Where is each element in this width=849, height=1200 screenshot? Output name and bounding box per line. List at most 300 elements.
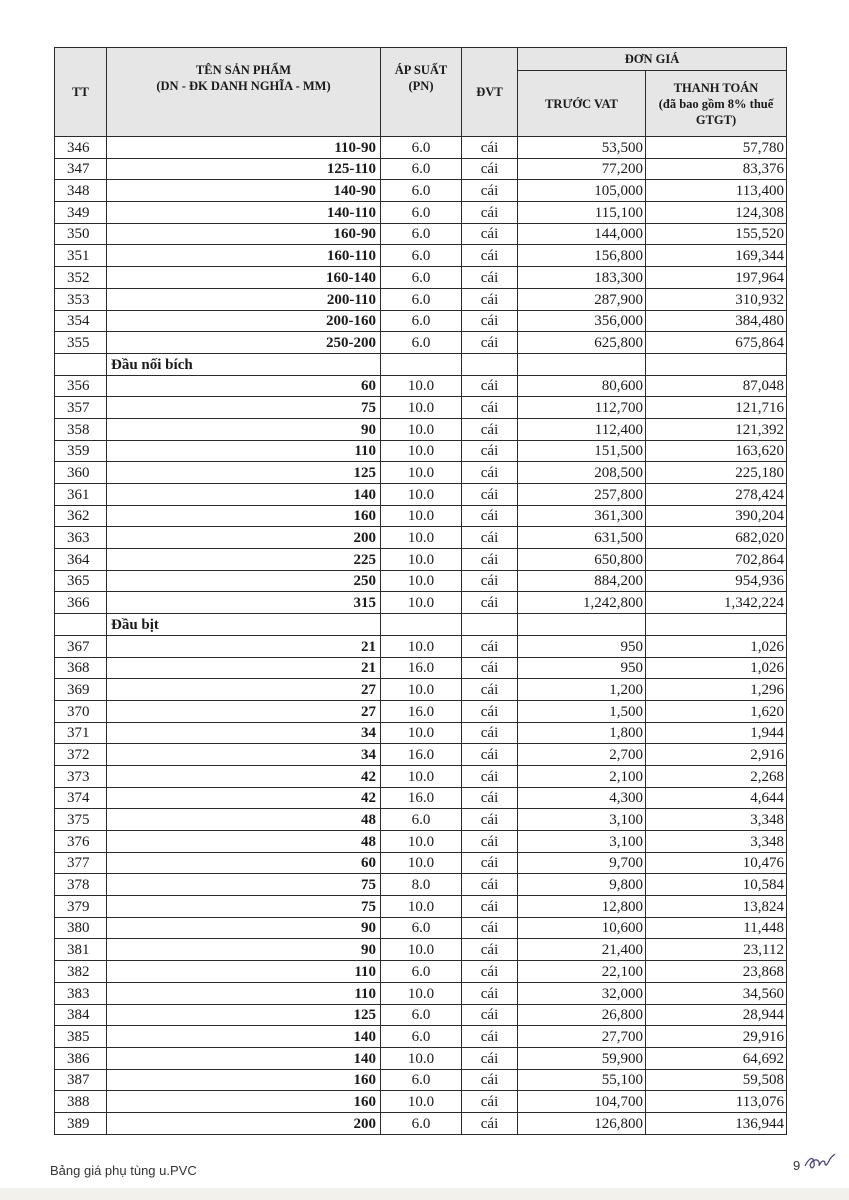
cell-pressure: 16.0 xyxy=(381,787,462,809)
cell-pressure: 6.0 xyxy=(381,288,462,310)
cell-pressure: 10.0 xyxy=(381,375,462,397)
cell-payment: 954,936 xyxy=(646,570,787,592)
cell-product-name: 160 xyxy=(107,1091,381,1113)
cell-pressure: 6.0 xyxy=(381,917,462,939)
cell-unit: cái xyxy=(462,961,518,983)
cell-pressure: 10.0 xyxy=(381,440,462,462)
cell-before-vat: 4,300 xyxy=(518,787,646,809)
cell-product-name: 125 xyxy=(107,1004,381,1026)
cell-product-name: 160-110 xyxy=(107,245,381,267)
cell-pressure: 10.0 xyxy=(381,765,462,787)
cell-pressure: 16.0 xyxy=(381,744,462,766)
cell-before-vat: 2,700 xyxy=(518,744,646,766)
cell-tt: 346 xyxy=(55,137,107,159)
cell-tt: 351 xyxy=(55,245,107,267)
cell-before-vat: 631,500 xyxy=(518,527,646,549)
table-row xyxy=(55,787,787,809)
cell-payment: 13,824 xyxy=(646,896,787,918)
cell-before-vat: 625,800 xyxy=(518,332,646,354)
header-unit-price: ĐƠN GIÁ xyxy=(518,48,787,71)
cell-unit: cái xyxy=(462,1047,518,1069)
cell-product-name: 48 xyxy=(107,831,381,853)
cell-pressure: 10.0 xyxy=(381,722,462,744)
cell-before-vat: 156,800 xyxy=(518,245,646,267)
cell-payment: 121,716 xyxy=(646,397,787,419)
table-row xyxy=(55,700,787,722)
cell-product-name: 21 xyxy=(107,635,381,657)
cell-product-name: 75 xyxy=(107,896,381,918)
cell-payment: 163,620 xyxy=(646,440,787,462)
cell-payment: 10,476 xyxy=(646,852,787,874)
cell-payment: 59,508 xyxy=(646,1069,787,1091)
cell-payment: 34,560 xyxy=(646,982,787,1004)
cell-payment: 11,448 xyxy=(646,917,787,939)
cell-before-vat xyxy=(518,353,646,375)
cell-before-vat: 55,100 xyxy=(518,1069,646,1091)
cell-tt: 376 xyxy=(55,831,107,853)
cell-pressure: 6.0 xyxy=(381,1069,462,1091)
cell-tt: 383 xyxy=(55,982,107,1004)
cell-before-vat: 208,500 xyxy=(518,462,646,484)
cell-pressure: 10.0 xyxy=(381,679,462,701)
table-row xyxy=(55,332,787,354)
table-row xyxy=(55,852,787,874)
cell-payment: 682,020 xyxy=(646,527,787,549)
cell-product-name: 27 xyxy=(107,700,381,722)
cell-payment: 64,692 xyxy=(646,1047,787,1069)
cell-pressure: 6.0 xyxy=(381,310,462,332)
cell-payment: 87,048 xyxy=(646,375,787,397)
cell-product-name: 140 xyxy=(107,1026,381,1048)
cell-payment: 155,520 xyxy=(646,223,787,245)
cell-pressure: 10.0 xyxy=(381,831,462,853)
table-row xyxy=(55,137,787,159)
cell-tt: 387 xyxy=(55,1069,107,1091)
table-row xyxy=(55,462,787,484)
cell-before-vat: 105,000 xyxy=(518,180,646,202)
cell-before-vat: 183,300 xyxy=(518,267,646,289)
table-row xyxy=(55,809,787,831)
cell-before-vat: 2,100 xyxy=(518,765,646,787)
cell-unit: cái xyxy=(462,137,518,159)
cell-unit: cái xyxy=(462,635,518,657)
header-product-name xyxy=(107,48,381,137)
header-product-name-line1: TÊN SẢN PHẨM xyxy=(195,63,292,77)
header-product-name-line2: (DN - ĐK DANH NGHĨA - MM) xyxy=(156,79,331,93)
cell-before-vat: 1,500 xyxy=(518,700,646,722)
cell-tt: 356 xyxy=(55,375,107,397)
cell-pressure: 6.0 xyxy=(381,1026,462,1048)
cell-pressure: 10.0 xyxy=(381,397,462,419)
cell-product-name: 200-110 xyxy=(107,288,381,310)
table-row xyxy=(55,267,787,289)
cell-unit: cái xyxy=(462,462,518,484)
cell-product-name: 110-90 xyxy=(107,137,381,159)
cell-product-name: 34 xyxy=(107,744,381,766)
table-row xyxy=(55,505,787,527)
cell-before-vat: 9,800 xyxy=(518,874,646,896)
cell-unit: cái xyxy=(462,223,518,245)
cell-product-name: 200 xyxy=(107,527,381,549)
cell-product-name: 225 xyxy=(107,549,381,571)
cell-tt: 363 xyxy=(55,527,107,549)
cell-pressure: 6.0 xyxy=(381,158,462,180)
cell-product-name: 250 xyxy=(107,570,381,592)
cell-unit: cái xyxy=(462,1112,518,1134)
cell-pressure: 10.0 xyxy=(381,939,462,961)
table-row xyxy=(55,180,787,202)
cell-unit: cái xyxy=(462,245,518,267)
cell-payment xyxy=(646,614,787,636)
cell-before-vat: 151,500 xyxy=(518,440,646,462)
cell-pressure: 6.0 xyxy=(381,245,462,267)
cell-tt: 371 xyxy=(55,722,107,744)
cell-unit: cái xyxy=(462,744,518,766)
cell-product-name: 140-90 xyxy=(107,180,381,202)
cell-pressure: 6.0 xyxy=(381,137,462,159)
cell-before-vat: 950 xyxy=(518,657,646,679)
cell-unit: cái xyxy=(462,1026,518,1048)
cell-tt: 358 xyxy=(55,418,107,440)
cell-before-vat: 884,200 xyxy=(518,570,646,592)
cell-product-name: 110 xyxy=(107,982,381,1004)
cell-product-name: 250-200 xyxy=(107,332,381,354)
cell-before-vat: 112,400 xyxy=(518,418,646,440)
cell-unit: cái xyxy=(462,288,518,310)
cell-pressure: 6.0 xyxy=(381,1004,462,1026)
cell-unit: cái xyxy=(462,852,518,874)
cell-product-name: 160-140 xyxy=(107,267,381,289)
table-row xyxy=(55,527,787,549)
cell-tt: 366 xyxy=(55,592,107,614)
cell-pressure: 6.0 xyxy=(381,267,462,289)
cell-payment: 675,864 xyxy=(646,332,787,354)
header-pressure-line2: (PN) xyxy=(408,79,434,93)
cell-tt: 373 xyxy=(55,765,107,787)
cell-product-name: 125-110 xyxy=(107,158,381,180)
cell-payment: 124,308 xyxy=(646,202,787,224)
cell-tt: 389 xyxy=(55,1112,107,1134)
cell-before-vat: 144,000 xyxy=(518,223,646,245)
cell-before-vat: 3,100 xyxy=(518,831,646,853)
table-row xyxy=(55,961,787,983)
cell-before-vat: 257,800 xyxy=(518,484,646,506)
cell-pressure: 6.0 xyxy=(381,332,462,354)
cell-tt: 350 xyxy=(55,223,107,245)
cell-unit: cái xyxy=(462,267,518,289)
cell-before-vat: 77,200 xyxy=(518,158,646,180)
cell-payment: 1,026 xyxy=(646,657,787,679)
cell-before-vat: 115,100 xyxy=(518,202,646,224)
cell-before-vat: 361,300 xyxy=(518,505,646,527)
cell-unit: cái xyxy=(462,527,518,549)
table-row xyxy=(55,765,787,787)
table-row xyxy=(55,896,787,918)
cell-payment: 384,480 xyxy=(646,310,787,332)
header-before-vat: TRƯỚC VAT xyxy=(518,71,646,137)
cell-before-vat: 12,800 xyxy=(518,896,646,918)
table-row xyxy=(55,1004,787,1026)
cell-payment: 29,916 xyxy=(646,1026,787,1048)
header-unit: ĐVT xyxy=(462,48,518,137)
table-row xyxy=(55,1069,787,1091)
cell-tt: 357 xyxy=(55,397,107,419)
table-row xyxy=(55,939,787,961)
cell-unit: cái xyxy=(462,180,518,202)
cell-payment: 1,944 xyxy=(646,722,787,744)
group-row xyxy=(55,353,787,375)
header-payment-line3: GTGT) xyxy=(695,112,737,127)
cell-tt: 367 xyxy=(55,635,107,657)
cell-product-name: 125 xyxy=(107,462,381,484)
cell-payment: 1,620 xyxy=(646,700,787,722)
cell-tt: 354 xyxy=(55,310,107,332)
cell-unit: cái xyxy=(462,592,518,614)
cell-tt: 369 xyxy=(55,679,107,701)
cell-before-vat: 32,000 xyxy=(518,982,646,1004)
cell-payment: 3,348 xyxy=(646,809,787,831)
cell-payment: 3,348 xyxy=(646,831,787,853)
cell-payment: 4,644 xyxy=(646,787,787,809)
cell-product-name: 75 xyxy=(107,874,381,896)
cell-tt: 381 xyxy=(55,939,107,961)
cell-unit: cái xyxy=(462,679,518,701)
header-pressure xyxy=(381,48,462,137)
cell-before-vat: 950 xyxy=(518,635,646,657)
cell-product-name: 110 xyxy=(107,961,381,983)
cell-product-name: 90 xyxy=(107,939,381,961)
cell-tt: 380 xyxy=(55,917,107,939)
cell-before-vat: 26,800 xyxy=(518,1004,646,1026)
cell-unit: cái xyxy=(462,982,518,1004)
cell-before-vat: 21,400 xyxy=(518,939,646,961)
cell-product-name: 110 xyxy=(107,440,381,462)
table-row xyxy=(55,1112,787,1134)
table-row xyxy=(55,874,787,896)
cell-before-vat: 650,800 xyxy=(518,549,646,571)
cell-payment: 2,268 xyxy=(646,765,787,787)
table-row xyxy=(55,744,787,766)
cell-before-vat: 10,600 xyxy=(518,917,646,939)
cell-product-name: 75 xyxy=(107,397,381,419)
cell-tt: 362 xyxy=(55,505,107,527)
cell-product-name: 60 xyxy=(107,852,381,874)
header-payment xyxy=(646,71,787,137)
table-row xyxy=(55,1047,787,1069)
cell-tt: 355 xyxy=(55,332,107,354)
footer-title: Bảng giá phụ tùng u.PVC xyxy=(50,1163,197,1178)
cell-unit: cái xyxy=(462,397,518,419)
cell-product-name: 200-160 xyxy=(107,310,381,332)
cell-before-vat: 9,700 xyxy=(518,852,646,874)
cell-unit: cái xyxy=(462,657,518,679)
cell-tt: 374 xyxy=(55,787,107,809)
cell-tt: 386 xyxy=(55,1047,107,1069)
cell-pressure: 6.0 xyxy=(381,809,462,831)
cell-pressure: 10.0 xyxy=(381,549,462,571)
cell-pressure: 10.0 xyxy=(381,462,462,484)
cell-tt: 353 xyxy=(55,288,107,310)
cell-payment: 23,868 xyxy=(646,961,787,983)
cell-unit: cái xyxy=(462,874,518,896)
cell-before-vat: 1,242,800 xyxy=(518,592,646,614)
cell-tt: 360 xyxy=(55,462,107,484)
cell-product-name: 48 xyxy=(107,809,381,831)
cell-unit: cái xyxy=(462,440,518,462)
table-row xyxy=(55,418,787,440)
cell-payment: 28,944 xyxy=(646,1004,787,1026)
cell-before-vat: 80,600 xyxy=(518,375,646,397)
cell-pressure: 6.0 xyxy=(381,1112,462,1134)
cell-unit: cái xyxy=(462,700,518,722)
cell-tt: 382 xyxy=(55,961,107,983)
cell-unit: cái xyxy=(462,787,518,809)
header-pressure-line1: ÁP SUẤT xyxy=(394,63,448,77)
group-title: Đầu bịt xyxy=(107,614,381,636)
table-row xyxy=(55,484,787,506)
cell-unit: cái xyxy=(462,202,518,224)
table-row xyxy=(55,592,787,614)
cell-pressure: 10.0 xyxy=(381,1047,462,1069)
cell-before-vat: 104,700 xyxy=(518,1091,646,1113)
cell-unit: cái xyxy=(462,765,518,787)
cell-before-vat: 59,900 xyxy=(518,1047,646,1069)
cell-unit xyxy=(462,614,518,636)
cell-tt: 349 xyxy=(55,202,107,224)
header-tt: TT xyxy=(55,48,107,137)
cell-unit: cái xyxy=(462,1069,518,1091)
cell-pressure: 10.0 xyxy=(381,592,462,614)
cell-before-vat: 356,000 xyxy=(518,310,646,332)
cell-tt: 388 xyxy=(55,1091,107,1113)
cell-unit: cái xyxy=(462,1091,518,1113)
cell-tt: 379 xyxy=(55,896,107,918)
table-row xyxy=(55,570,787,592)
group-title: Đầu nối bích xyxy=(107,353,381,375)
cell-before-vat: 126,800 xyxy=(518,1112,646,1134)
cell-unit: cái xyxy=(462,549,518,571)
cell-payment: 225,180 xyxy=(646,462,787,484)
table-row xyxy=(55,310,787,332)
cell-tt: 361 xyxy=(55,484,107,506)
cell-pressure: 8.0 xyxy=(381,874,462,896)
cell-unit: cái xyxy=(462,917,518,939)
cell-payment: 113,076 xyxy=(646,1091,787,1113)
cell-tt: 347 xyxy=(55,158,107,180)
table-row xyxy=(55,917,787,939)
cell-pressure: 10.0 xyxy=(381,1091,462,1113)
cell-tt: 372 xyxy=(55,744,107,766)
cell-payment: 23,112 xyxy=(646,939,787,961)
cell-pressure: 10.0 xyxy=(381,635,462,657)
cell-unit: cái xyxy=(462,896,518,918)
cell-product-name: 27 xyxy=(107,679,381,701)
bottom-scan-strip xyxy=(0,1188,849,1200)
cell-product-name: 42 xyxy=(107,787,381,809)
cell-product-name: 140-110 xyxy=(107,202,381,224)
cell-product-name: 60 xyxy=(107,375,381,397)
cell-before-vat: 3,100 xyxy=(518,809,646,831)
cell-unit: cái xyxy=(462,722,518,744)
table-row xyxy=(55,657,787,679)
cell-payment: 121,392 xyxy=(646,418,787,440)
table-row xyxy=(55,202,787,224)
cell-payment: 702,864 xyxy=(646,549,787,571)
cell-unit: cái xyxy=(462,505,518,527)
cell-tt: 385 xyxy=(55,1026,107,1048)
cell-tt xyxy=(55,614,107,636)
table-row xyxy=(55,1026,787,1048)
signature-mark xyxy=(803,1148,837,1174)
cell-pressure: 6.0 xyxy=(381,202,462,224)
cell-tt: 377 xyxy=(55,852,107,874)
price-table xyxy=(54,47,787,1135)
cell-tt: 352 xyxy=(55,267,107,289)
table-row xyxy=(55,982,787,1004)
cell-unit: cái xyxy=(462,418,518,440)
cell-tt xyxy=(55,353,107,375)
cell-before-vat: 22,100 xyxy=(518,961,646,983)
cell-unit: cái xyxy=(462,939,518,961)
table-row xyxy=(55,158,787,180)
cell-pressure: 6.0 xyxy=(381,180,462,202)
cell-pressure: 10.0 xyxy=(381,484,462,506)
cell-unit: cái xyxy=(462,1004,518,1026)
cell-pressure: 16.0 xyxy=(381,700,462,722)
cell-unit: cái xyxy=(462,332,518,354)
cell-payment: 2,916 xyxy=(646,744,787,766)
table-row xyxy=(55,1091,787,1113)
table-row xyxy=(55,635,787,657)
cell-payment: 113,400 xyxy=(646,180,787,202)
cell-pressure xyxy=(381,353,462,375)
table-row xyxy=(55,223,787,245)
cell-before-vat xyxy=(518,614,646,636)
cell-before-vat: 27,700 xyxy=(518,1026,646,1048)
cell-payment: 10,584 xyxy=(646,874,787,896)
cell-payment: 169,344 xyxy=(646,245,787,267)
cell-tt: 384 xyxy=(55,1004,107,1026)
cell-before-vat: 112,700 xyxy=(518,397,646,419)
cell-pressure: 10.0 xyxy=(381,570,462,592)
table-row xyxy=(55,440,787,462)
cell-tt: 375 xyxy=(55,809,107,831)
cell-product-name: 160-90 xyxy=(107,223,381,245)
cell-payment: 278,424 xyxy=(646,484,787,506)
cell-payment: 57,780 xyxy=(646,137,787,159)
table-header xyxy=(55,48,787,137)
header-payment-line2: (đã bao gồm 8% thuế xyxy=(658,96,774,111)
cell-before-vat: 287,900 xyxy=(518,288,646,310)
cell-payment: 1,296 xyxy=(646,679,787,701)
cell-unit xyxy=(462,353,518,375)
cell-pressure: 10.0 xyxy=(381,418,462,440)
cell-before-vat: 1,800 xyxy=(518,722,646,744)
table-row xyxy=(55,722,787,744)
cell-tt: 378 xyxy=(55,874,107,896)
table-body xyxy=(55,137,787,1135)
cell-pressure: 10.0 xyxy=(381,505,462,527)
cell-product-name: 21 xyxy=(107,657,381,679)
cell-unit: cái xyxy=(462,158,518,180)
cell-payment: 390,204 xyxy=(646,505,787,527)
cell-payment: 1,026 xyxy=(646,635,787,657)
table-row xyxy=(55,397,787,419)
group-row xyxy=(55,614,787,636)
cell-pressure: 6.0 xyxy=(381,223,462,245)
cell-pressure xyxy=(381,614,462,636)
cell-product-name: 160 xyxy=(107,505,381,527)
